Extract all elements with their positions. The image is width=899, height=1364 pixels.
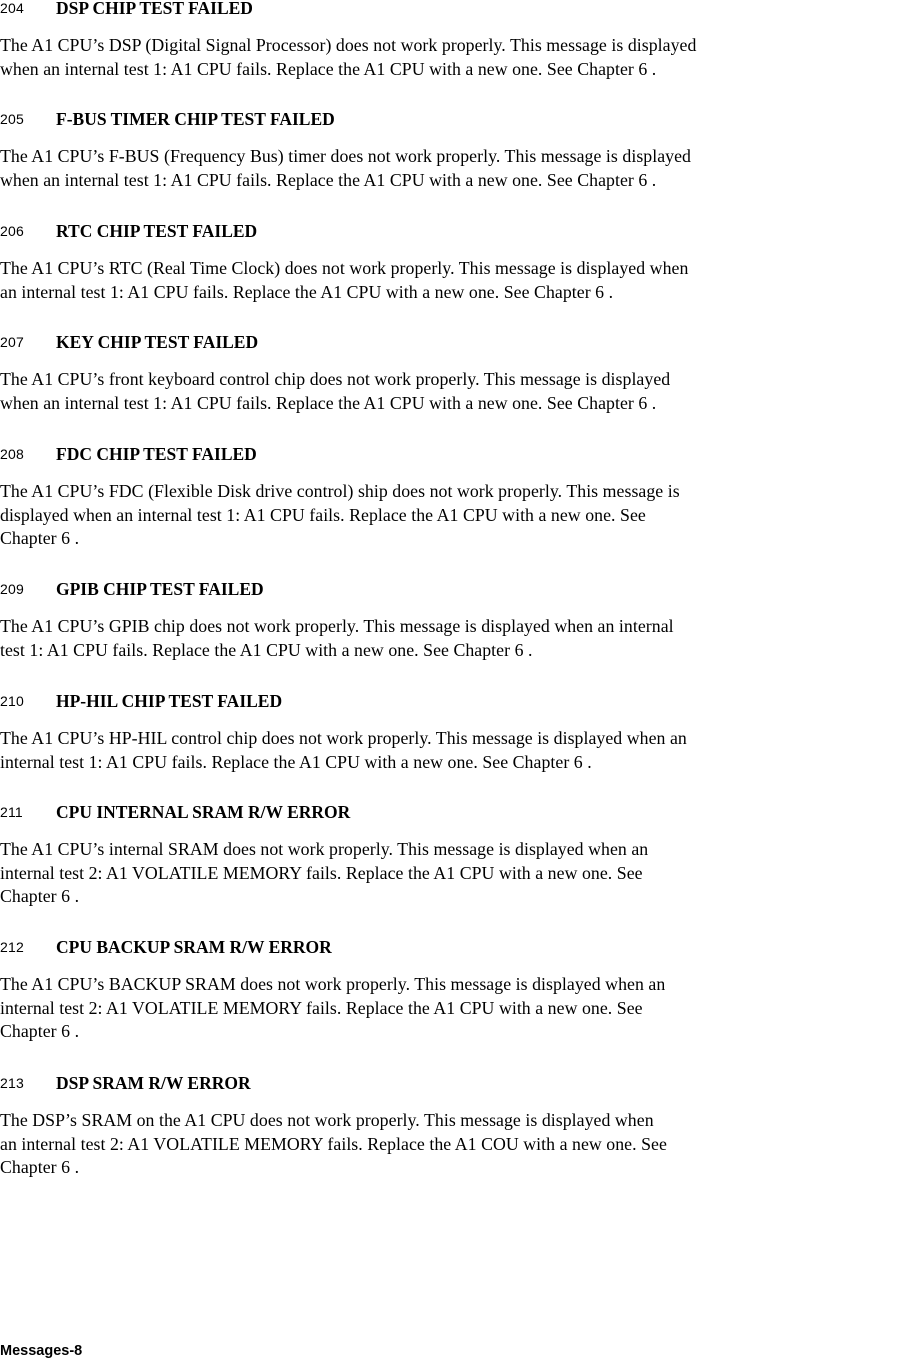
- message-code: 208: [0, 446, 24, 462]
- description-line: The A1 CPU’s DSP (Digital Signal Processor) does not work properly. This message is displayed: [0, 35, 697, 55]
- message-description: [0, 34, 899, 81]
- description-line: The A1 CPU’s BACKUP SRAM does not work properly. This message is displayed when an: [0, 974, 666, 994]
- message-title: CPU BACKUP SRAM R/W ERROR: [56, 936, 332, 957]
- message-title: KEY CHIP TEST FAILED: [56, 331, 259, 352]
- message-code: 211: [0, 804, 23, 820]
- message-title: DSP CHIP TEST FAILED: [56, 0, 253, 18]
- message-entry-206: [0, 219, 899, 304]
- message-title: F-BUS TIMER CHIP TEST FAILED: [56, 108, 335, 129]
- description-line: when an internal test 1: A1 CPU fails. Replace the A1 CPU with a new one. See Chapter 6 .: [0, 392, 657, 413]
- description-line: an internal test 2: A1 VOLATILE MEMORY fails. Replace the A1 COU with a new one. See: [0, 1133, 667, 1154]
- description-line: when an internal test 1: A1 CPU fails. Replace the A1 CPU with a new one. See Chapter 6 .: [0, 169, 657, 190]
- description-line: Chapter 6 .: [0, 528, 80, 549]
- description-line: Chapter 6 .: [0, 1157, 80, 1178]
- message-title: CPU INTERNAL SRAM R/W ERROR: [56, 801, 351, 822]
- message-entry-204: [0, 0, 899, 81]
- message-code: 206: [0, 223, 24, 239]
- message-title: RTC CHIP TEST FAILED: [56, 220, 258, 241]
- message-heading: [0, 0, 899, 20]
- message-entry-210: [0, 689, 899, 774]
- message-description: [0, 480, 899, 551]
- message-heading: [0, 800, 899, 824]
- message-entry-212: [0, 935, 899, 1044]
- message-entry-207: [0, 330, 899, 415]
- description-line: when an internal test 1: A1 CPU fails. Replace the A1 CPU with a new one. See Chapter 6 .: [0, 58, 657, 79]
- message-heading: [0, 1071, 899, 1095]
- description-line: internal test 2: A1 VOLATILE MEMORY fails. Replace the A1 CPU with a new one. See: [0, 862, 643, 883]
- description-line: test 1: A1 CPU fails. Replace the A1 CPU with a new one. See Chapter 6 .: [0, 639, 533, 660]
- message-description: [0, 973, 899, 1044]
- message-description: [0, 615, 899, 662]
- message-description: [0, 257, 899, 304]
- message-entry-211: [0, 800, 899, 909]
- message-code: 210: [0, 693, 24, 709]
- message-description: [0, 145, 899, 192]
- message-description: [0, 368, 899, 415]
- message-heading: [0, 689, 899, 713]
- message-heading: [0, 107, 899, 131]
- description-line: Chapter 6 .: [0, 886, 80, 907]
- message-code: 205: [0, 111, 24, 127]
- message-heading: [0, 219, 899, 243]
- message-title: FDC CHIP TEST FAILED: [56, 443, 257, 464]
- message-description: [0, 727, 899, 774]
- message-entry-205: [0, 107, 899, 192]
- message-description: [0, 838, 899, 909]
- description-line: The A1 CPU’s front keyboard control chip does not work properly. This message is displayed: [0, 369, 671, 389]
- description-line: The A1 CPU’s RTC (Real Time Clock) does not work properly. This message is displayed when: [0, 258, 689, 278]
- message-title: HP-HIL CHIP TEST FAILED: [56, 690, 283, 711]
- message-title: DSP SRAM R/W ERROR: [56, 1072, 251, 1093]
- message-code: 213: [0, 1075, 24, 1091]
- description-line: The A1 CPU’s FDC (Flexible Disk drive control) ship does not work properly. This message is: [0, 481, 680, 501]
- description-line: displayed when an internal test 1: A1 CPU fails. Replace the A1 CPU with a new one. See: [0, 504, 646, 525]
- description-line: The A1 CPU’s internal SRAM does not work properly. This message is displayed when an: [0, 839, 649, 859]
- description-line: The DSP’s SRAM on the A1 CPU does not work properly. This message is displayed when: [0, 1110, 654, 1130]
- message-entry-208: [0, 442, 899, 551]
- description-line: internal test 1: A1 CPU fails. Replace the A1 CPU with a new one. See Chapter 6 .: [0, 751, 592, 772]
- message-entry-209: [0, 577, 899, 662]
- message-title: GPIB CHIP TEST FAILED: [56, 578, 264, 599]
- message-description: [0, 1109, 899, 1180]
- description-line: internal test 2: A1 VOLATILE MEMORY fails. Replace the A1 CPU with a new one. See: [0, 997, 643, 1018]
- message-heading: [0, 330, 899, 354]
- message-code: 207: [0, 334, 24, 350]
- description-line: Chapter 6 .: [0, 1021, 80, 1042]
- message-code: 204: [0, 0, 24, 16]
- page-footer-label: Messages-8: [0, 1343, 83, 1359]
- message-code: 209: [0, 581, 24, 597]
- message-code: 212: [0, 939, 24, 955]
- description-line: an internal test 1: A1 CPU fails. Replace the A1 CPU with a new one. See Chapter 6 .: [0, 281, 614, 302]
- message-heading: [0, 935, 899, 959]
- description-line: The A1 CPU’s F-BUS (Frequency Bus) timer does not work properly. This message is displayed: [0, 146, 691, 166]
- message-entry-213: [0, 1071, 899, 1180]
- description-line: The A1 CPU’s HP-HIL control chip does not work properly. This message is displayed when an: [0, 728, 687, 748]
- message-heading: [0, 442, 899, 466]
- message-heading: [0, 577, 899, 601]
- description-line: The A1 CPU’s GPIB chip does not work properly. This message is displayed when an internal: [0, 616, 674, 636]
